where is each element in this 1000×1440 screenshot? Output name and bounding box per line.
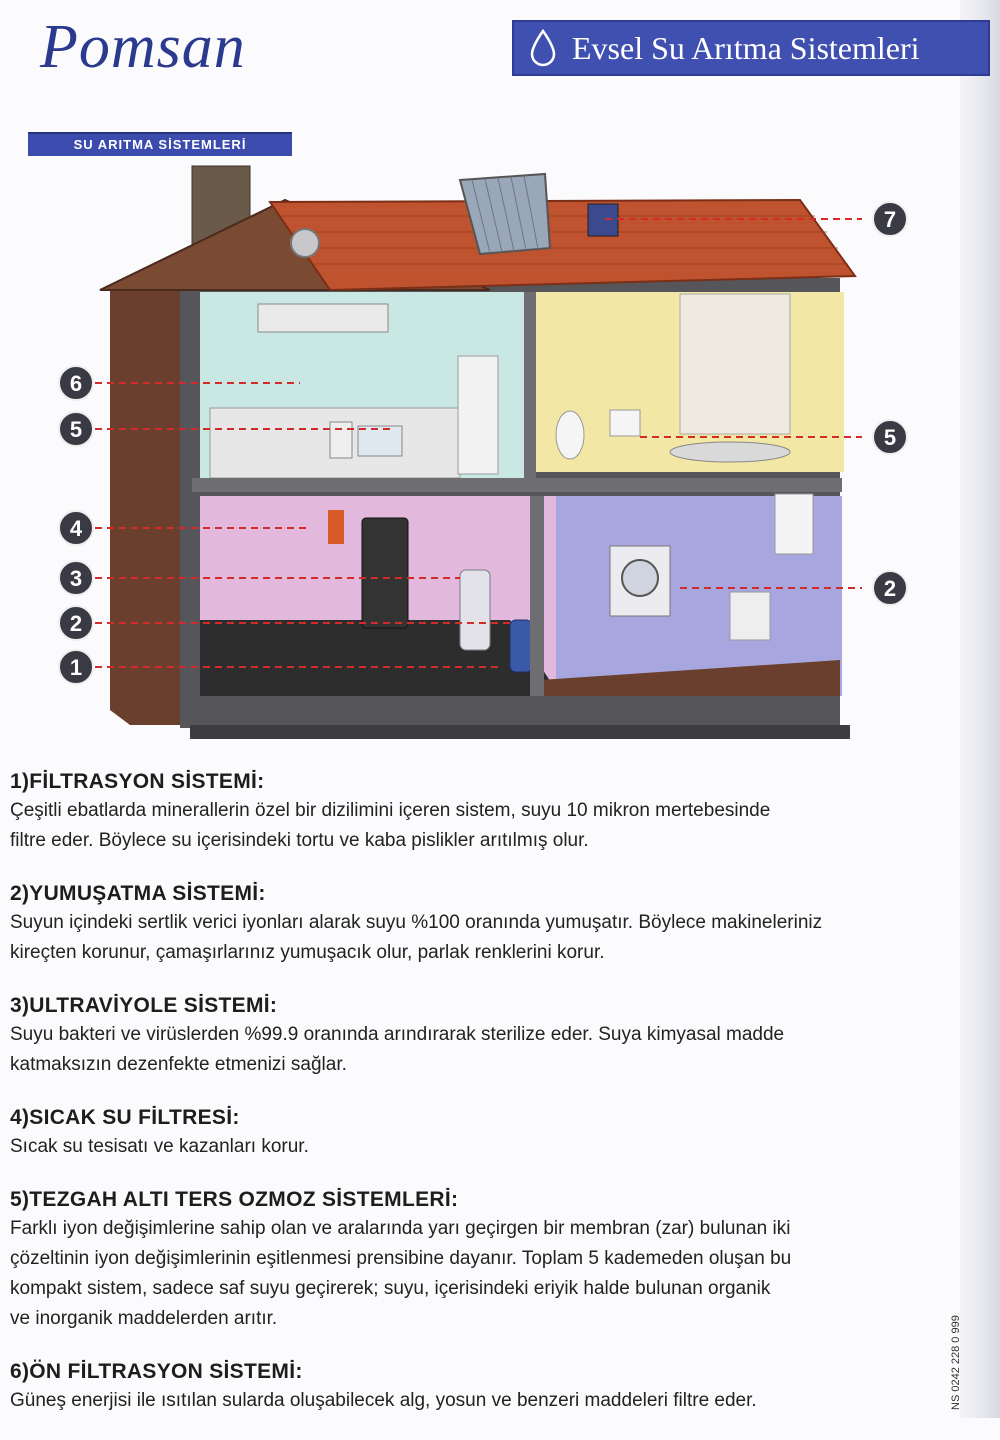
- section-softening: [10, 880, 930, 968]
- section-filtration: [10, 768, 930, 856]
- section-hot-water-filter: [10, 1104, 930, 1162]
- marker-7-right: 7: [883, 207, 897, 232]
- callout-markers-right: [873, 202, 907, 605]
- marker-5-right: 5: [883, 425, 897, 450]
- page-edge: [960, 0, 1000, 1418]
- section-line: kireçten korunur, çamaşırlarınız yumuşacık olur, parlak renklerini korur.: [10, 942, 605, 963]
- footer-phone: [950, 1315, 962, 1410]
- marker-2-right: 2: [883, 576, 897, 601]
- marker-5-left: 5: [69, 417, 83, 442]
- section-line: ve inorganik maddelerden arıtır.: [10, 1308, 278, 1329]
- brand-logo: [22, 8, 302, 152]
- section-line: çözeltinin iyon değişimlerinin eşitlenmesi prensibine dayanır. Toplam 5 kademeden oluşan bu: [10, 1248, 792, 1269]
- section-title: 6)ÖN FİLTRASYON SİSTEMİ:: [10, 1360, 303, 1383]
- section-line: filtre eder. Böylece su içerisindeki tortu ve kaba pislikler arıtılmış olur.: [10, 830, 589, 851]
- section-line: Çeşitli ebatlarda minerallerin özel bir dizilimini içeren sistem, suyu 10 mikron mertebesinde: [10, 800, 771, 821]
- house-illustration: [40, 150, 920, 740]
- section-reverse-osmosis: [10, 1186, 930, 1334]
- callout-markers-left: [59, 366, 93, 684]
- section-pre-filtration: [10, 1358, 930, 1416]
- section-line: kompakt sistem, sadece saf suyu geçirerek; suyu, içerisindeki eriyik halde bulunan organik: [10, 1278, 771, 1299]
- marker-1-left: 1: [69, 655, 83, 680]
- footer-prefix: NS: [950, 1394, 962, 1410]
- section-ultraviolet: [10, 992, 930, 1080]
- page-title: Evsel Su Arıtma Sistemleri: [572, 29, 920, 66]
- marker-2-left: 2: [69, 611, 83, 636]
- marker-3-left: 3: [69, 566, 83, 591]
- section-line: Sıcak su tesisatı ve kazanları korur.: [10, 1136, 309, 1157]
- marker-4-left: 4: [69, 516, 83, 541]
- section-title: 1)FİLTRASYON SİSTEMİ:: [10, 770, 265, 793]
- section-line: Suyu bakteri ve virüslerden %99.9 oranında arındırarak sterilize eder. Suya kimyasal madde: [10, 1024, 785, 1045]
- brand-tagline: SU ARITMA SİSTEMLERİ: [28, 132, 292, 156]
- section-line: Farklı iyon değişimlerine sahip olan ve aralarında yarı geçirgen bir membran (zar) bulunan iki: [10, 1218, 791, 1239]
- section-line: Suyun içindeki sertlik verici iyonları alarak suyu %100 oranında yumuşatır. Böylece makineleriniz: [10, 912, 823, 933]
- section-title: 3)ULTRAVİYOLE SİSTEMİ:: [10, 994, 278, 1017]
- marker-6-left: 6: [69, 371, 83, 396]
- section-title: 4)SICAK SU FİLTRESİ:: [10, 1106, 240, 1129]
- section-title: 5)TEZGAH ALTI TERS OZMOZ SİSTEMLERİ:: [10, 1188, 459, 1211]
- section-line: Güneş enerjisi ile ısıtılan sularda oluşabilecek alg, yosun ve benzeri maddeleri filtre eder.: [10, 1390, 757, 1411]
- section-title: 2)YUMUŞATMA SİSTEMİ:: [10, 882, 266, 905]
- header-banner: [512, 20, 990, 76]
- section-line: katmaksızın dezenfekte etmenizi sağlar.: [10, 1054, 347, 1075]
- brand-name: Pomsan: [40, 13, 246, 81]
- water-drop-icon: [528, 28, 558, 68]
- footer-phone-number: 0242 228 0 999: [950, 1315, 962, 1392]
- system-descriptions: [10, 768, 930, 1440]
